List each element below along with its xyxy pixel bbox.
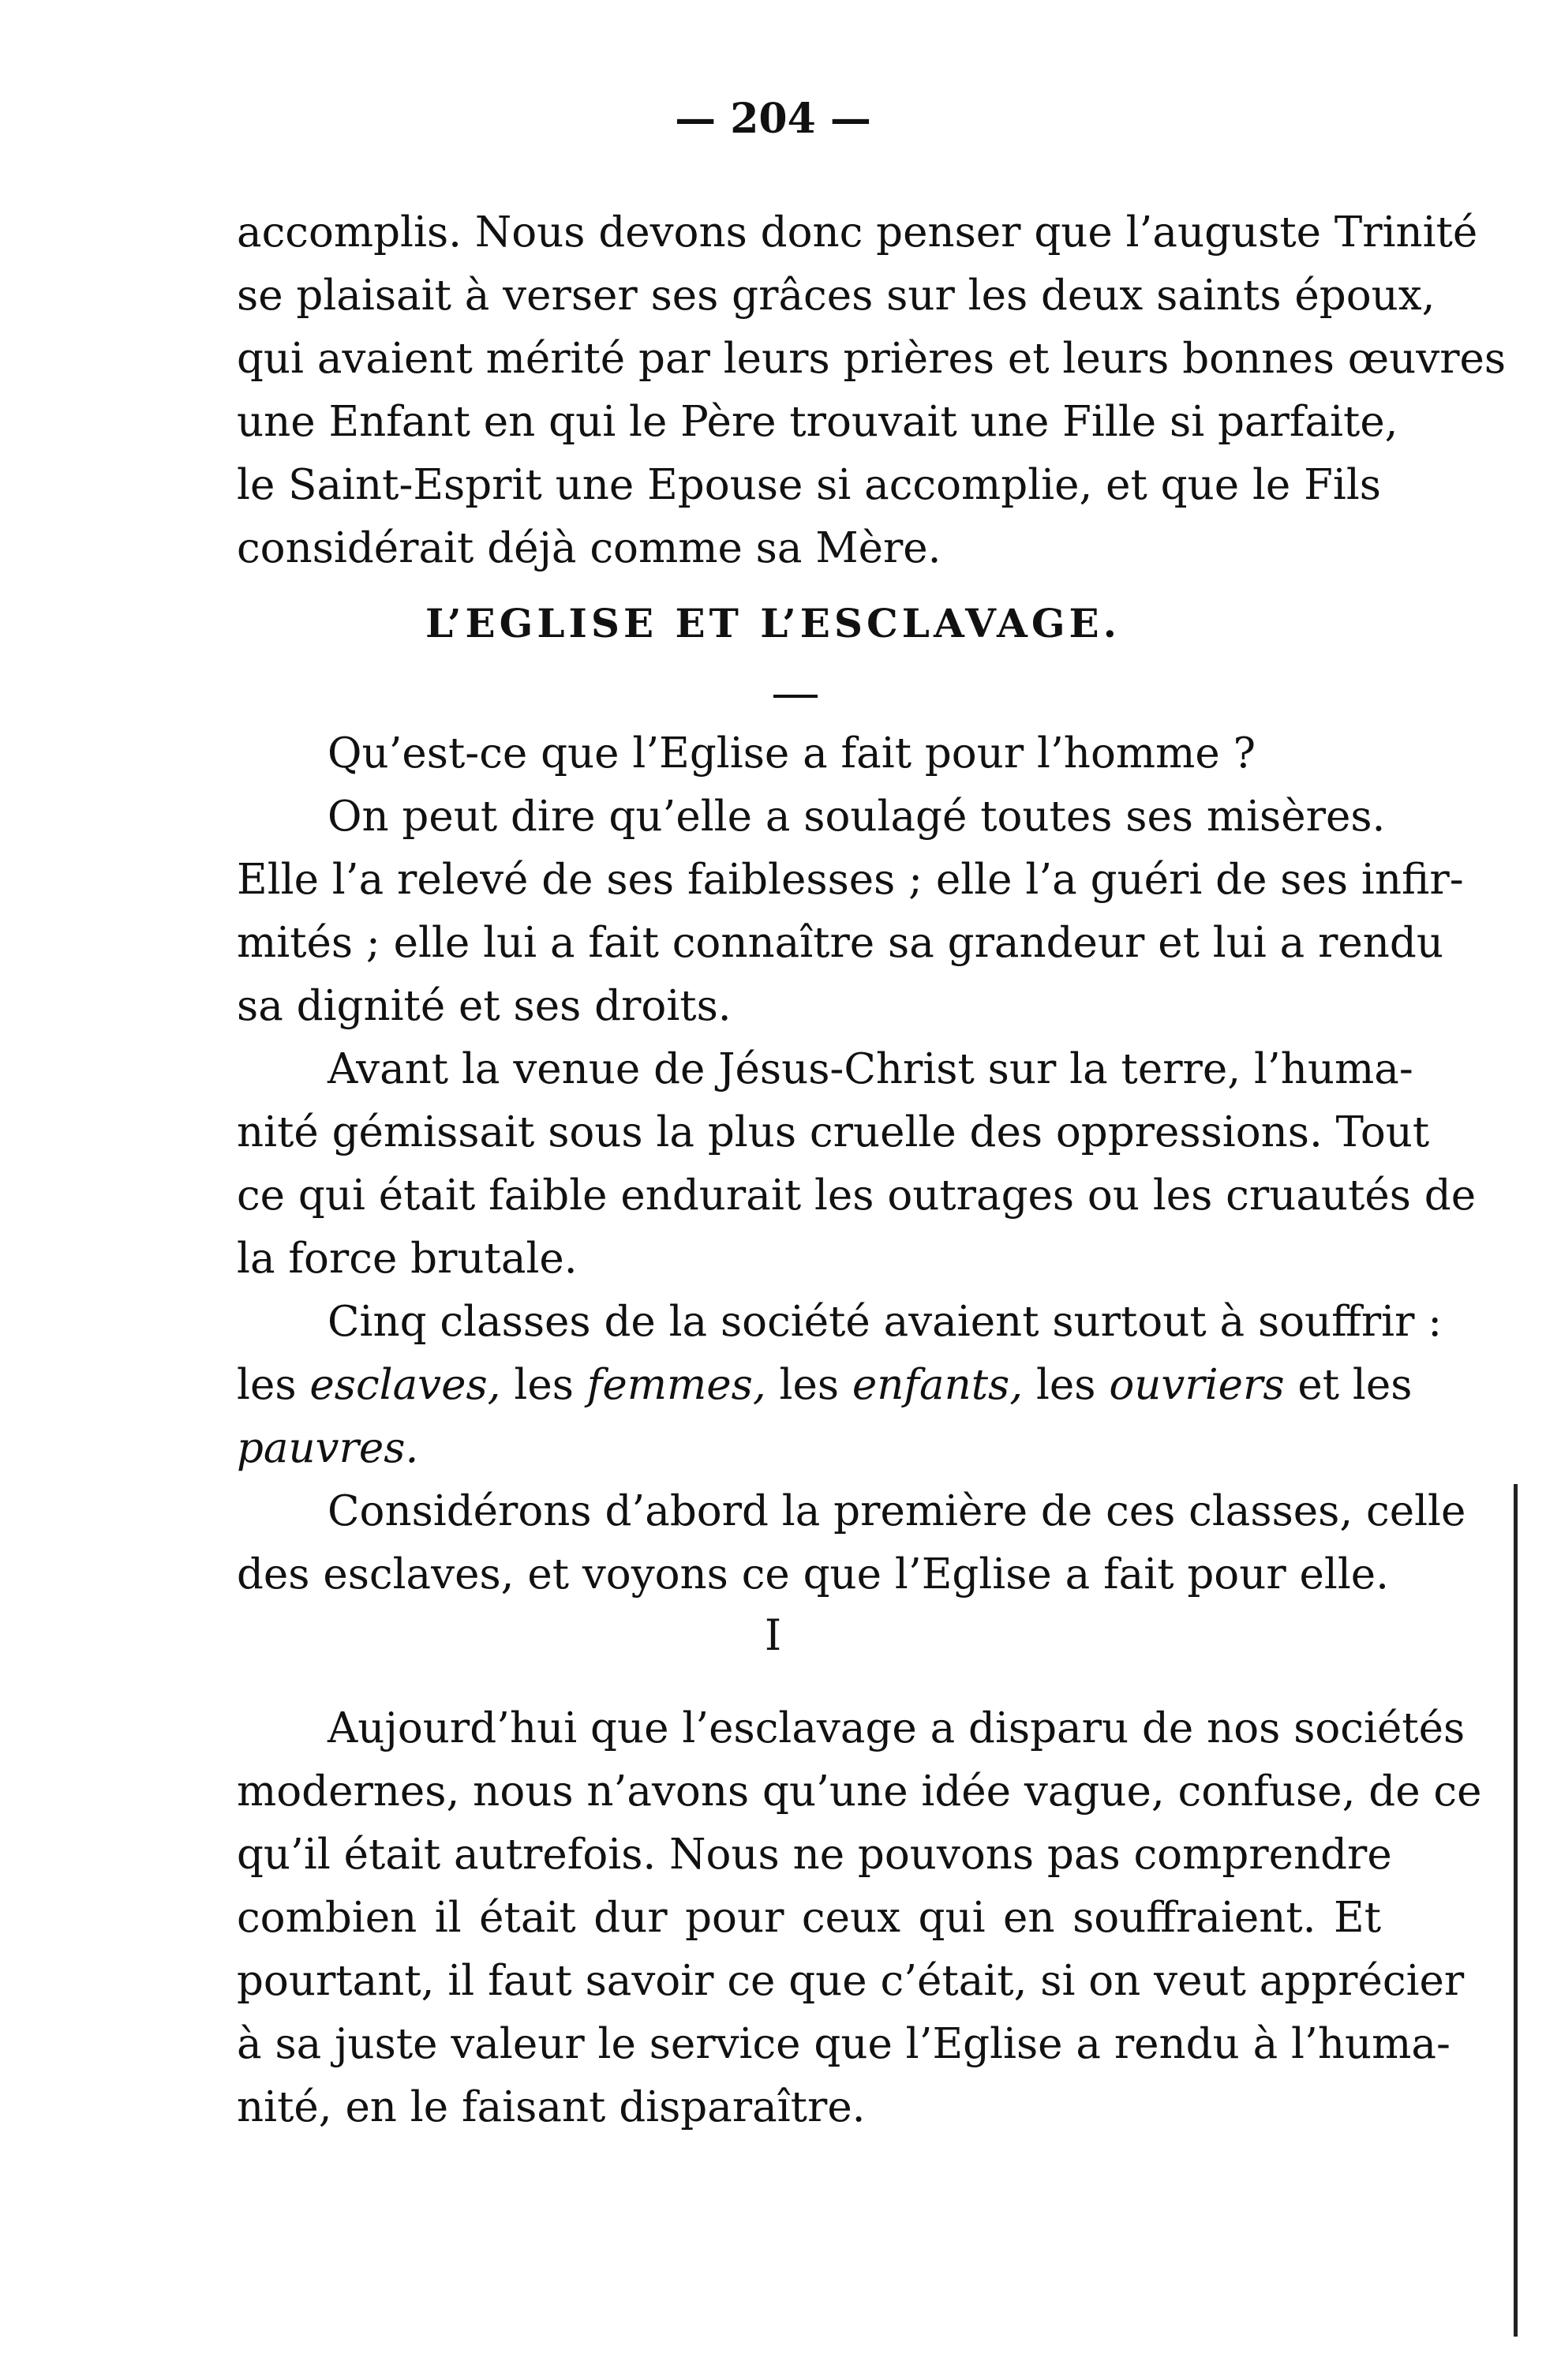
- text-line: nité, en le faisant disparaître.: [237, 2083, 866, 2131]
- term-pauvres: pauvres.: [237, 1424, 419, 1472]
- page-number: — 204 —: [675, 95, 871, 143]
- text-line: nité gémissait sous la plus cruelle des oppressions. Tout: [237, 1108, 1430, 1156]
- text-line: qu’il était autrefois. Nous ne pouvons pas comprendre: [237, 1831, 1392, 1879]
- word: les: [514, 1361, 574, 1409]
- text-line: une Enfant en qui le Père trouvait une Fille si parfaite,: [237, 398, 1398, 446]
- section-paragraph: [237, 1697, 1482, 2139]
- word: les: [237, 1361, 297, 1409]
- text-line: accomplis. Nous devons donc penser que l’auguste Trinité: [237, 208, 1478, 257]
- text-line: Considérons d’abord la première de ces classes, celle: [328, 1487, 1466, 1535]
- text-line: ce qui était faible endurait les outrages ou les cruautés de: [237, 1171, 1477, 1220]
- word: les: [779, 1361, 840, 1409]
- text-line: modernes, nous n’avons qu’une idée vague, confuse, de ce: [237, 1767, 1482, 1816]
- text-line: Cinq classes de la société avaient surtout à souffrir :: [328, 1298, 1443, 1346]
- text-line: qui avaient mérité par leurs prières et leurs bonnes œuvres: [237, 335, 1507, 383]
- text-line: à sa juste valeur le service que l’Eglise a rendu à l’huma-: [237, 2020, 1451, 2068]
- scan-margin-line: [1514, 1484, 1518, 2337]
- chapter-heading: L’EGLISE ET L’ESCLAVAGE.: [425, 600, 1121, 647]
- term-enfants: enfants,: [852, 1361, 1024, 1409]
- text-line: mités ; elle lui a fait connaître sa grandeur et lui a rendu: [237, 919, 1443, 967]
- section-number: I: [764, 1610, 782, 1660]
- intro-paragraphs: [237, 722, 1477, 1606]
- text-line: le Saint-Esprit une Epouse si accomplie, et que le Fils: [237, 461, 1381, 509]
- text-line: sa dignité et ses droits.: [237, 982, 732, 1030]
- word: et les: [1297, 1361, 1413, 1409]
- word: les: [1035, 1361, 1096, 1409]
- opening-paragraph: [237, 201, 1507, 580]
- term-ouvriers: ouvriers: [1109, 1361, 1285, 1409]
- text-line: Avant la venue de Jésus-Christ sur la terre, l’huma-: [328, 1045, 1413, 1093]
- text-line: combien il était dur pour ceux qui en souffraient. Et: [237, 1894, 1381, 1942]
- text-line: Aujourd’hui que l’esclavage a disparu de nos sociétés: [328, 1704, 1466, 1752]
- term-femmes: femmes,: [586, 1361, 766, 1409]
- text-line: Elle l’a relevé de ses faiblesses ; elle l’a guéri de ses infir-: [237, 856, 1464, 904]
- text-line: se plaisait à verser ses grâces sur les deux saints époux,: [237, 272, 1436, 320]
- text-line: pourtant, il faut savoir ce que c’était, si on veut apprécier: [237, 1957, 1465, 2005]
- text-line: Qu’est-ce que l’Eglise a fait pour l’homme ?: [328, 729, 1256, 778]
- text-line: [237, 1417, 1381, 1480]
- heading-rule: [773, 695, 818, 698]
- text-line: des esclaves, et voyons ce que l’Eglise a fait pour elle.: [237, 1550, 1390, 1599]
- text-line: On peut dire qu’elle a soulagé toutes ses misères.: [328, 793, 1386, 841]
- text-line: considérait déjà comme sa Mère.: [237, 524, 941, 572]
- term-esclaves: esclaves,: [309, 1361, 501, 1409]
- text-line: la force brutale.: [237, 1235, 578, 1283]
- classes-line: [237, 1354, 1413, 1417]
